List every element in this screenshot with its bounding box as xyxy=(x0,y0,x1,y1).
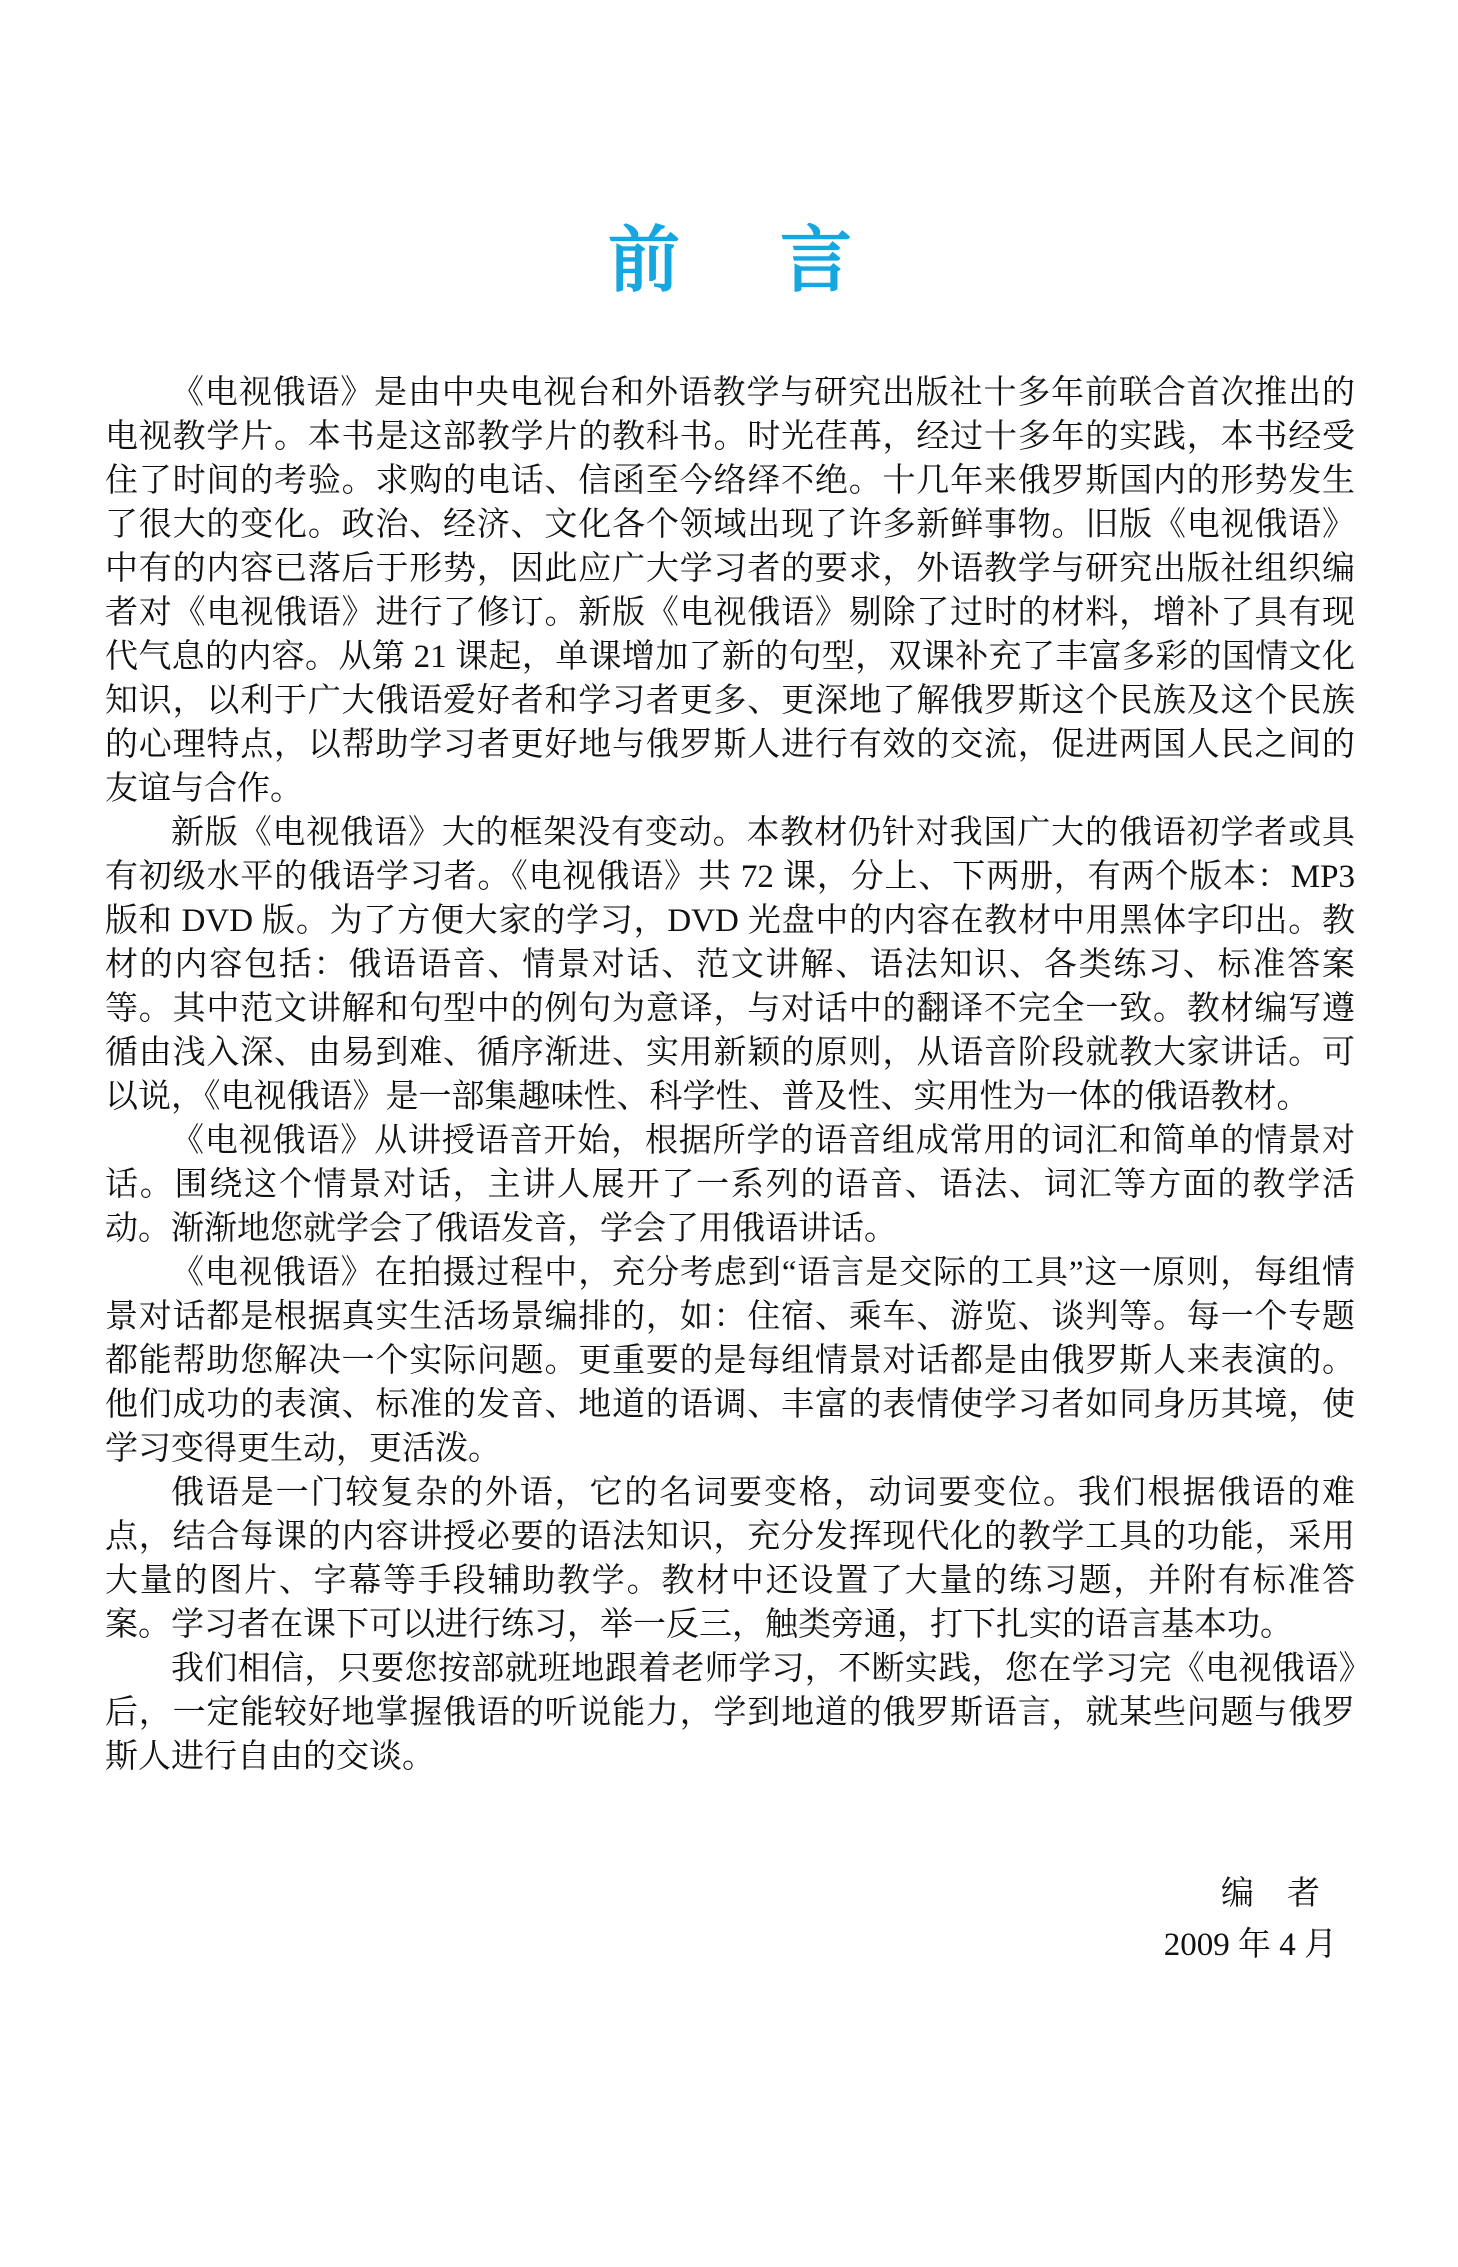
title-char-qian: 前 xyxy=(607,221,680,301)
signature-author: 编 者 xyxy=(1221,1876,1320,1912)
signature-block xyxy=(105,1869,1355,1971)
paragraph-6: 我们相信，只要您按部就班地跟着老师学习，不断实践，您在学习完《电视俄语》后，一定能较好地掌握俄语的听说能力，学到地道的俄罗斯语言，就某些问题与俄罗斯人进行自由的交谈。 xyxy=(105,1651,1355,1775)
title-char-yan: 言 xyxy=(780,221,853,301)
page-title xyxy=(105,221,1355,301)
paragraph-4: 《电视俄语》在拍摄过程中，充分考虑到“语言是交际的工具”这一原则，每组情景对话都是根据真实生活场景编排的，如：住宿、乘车、游览、谈判等。每一个专题都能帮助您解决一个实际问题。更重要的是每组情景对话都是由俄罗斯人来表演的。他们成功的表演、标准的发音、地道的语调、丰富的表情使学习者如同身历其境，使学习变得更生动，更活泼。 xyxy=(105,1255,1355,1467)
paragraph-3: 《电视俄语》从讲授语音开始，根据所学的语音组成常用的词汇和简单的情景对话。围绕这个情景对话，主讲人展开了一系列的语音、语法、词汇等方面的教学活动。渐渐地您就学会了俄语发音，学会了用俄语讲话。 xyxy=(105,1123,1355,1247)
signature-date: 2009 年 4 月 xyxy=(1163,1927,1337,1963)
paragraph-2: 新版《电视俄语》大的框架没有变动。本教材仍针对我国广大的俄语初学者或具有初级水平的俄语学习者。《电视俄语》共 72 课，分上、下两册，有两个版本：MP3 版和 DVD 版。为了方便大家的学习，DVD 光盘中的内容在教材中用黑体字印出。教材的内容包括：俄语语音、情景对话、范文讲解、语法知识、各类练习、标准答案等。其中范文讲解和句型中的例句为意译，与对话中的翻译不完全一致。教材编写遵循由浅入深、由易到难、循序渐进、实用新颖的原则，从语音阶段就教大家讲话。可以说，《电视俄语》是一部集趣味性、科学性、普及性、实用性为一体的俄语教材。 xyxy=(105,815,1355,1115)
paragraph-5: 俄语是一门较复杂的外语，它的名词要变格，动词要变位。我们根据俄语的难点，结合每课的内容讲授必要的语法知识，充分发挥现代化的教学工具的功能，采用大量的图片、字幕等手段辅助教学。教材中还设置了大量的练习题，并附有标准答案。学习者在课下可以进行练习，举一反三，触类旁通，打下扎实的语言基本功。 xyxy=(105,1475,1355,1643)
preface-body xyxy=(105,371,1355,1779)
paragraph-1: 《电视俄语》是由中央电视台和外语教学与研究出版社十多年前联合首次推出的电视教学片。本书是这部教学片的教科书。时光荏苒，经过十多年的实践，本书经受住了时间的考验。求购的电话、信函至今络绎不绝。十几年来俄罗斯国内的形势发生了很大的变化。政治、经济、文化各个领域出现了许多新鲜事物。旧版《电视俄语》中有的内容已落后于形势，因此应广大学习者的要求，外语教学与研究出版社组织编者对《电视俄语》进行了修订。新版《电视俄语》剔除了过时的材料，增补了具有现代气息的内容。从第 21 课起，单课增加了新的句型，双课补充了丰富多彩的国情文化知识，以利于广大俄语爱好者和学习者更多、更深地了解俄罗斯这个民族及这个民族的心理特点，以帮助学习者更好地与俄罗斯人进行有效的交流，促进两国人民之间的友谊与合作。 xyxy=(105,375,1355,807)
document-page xyxy=(0,221,1458,1971)
